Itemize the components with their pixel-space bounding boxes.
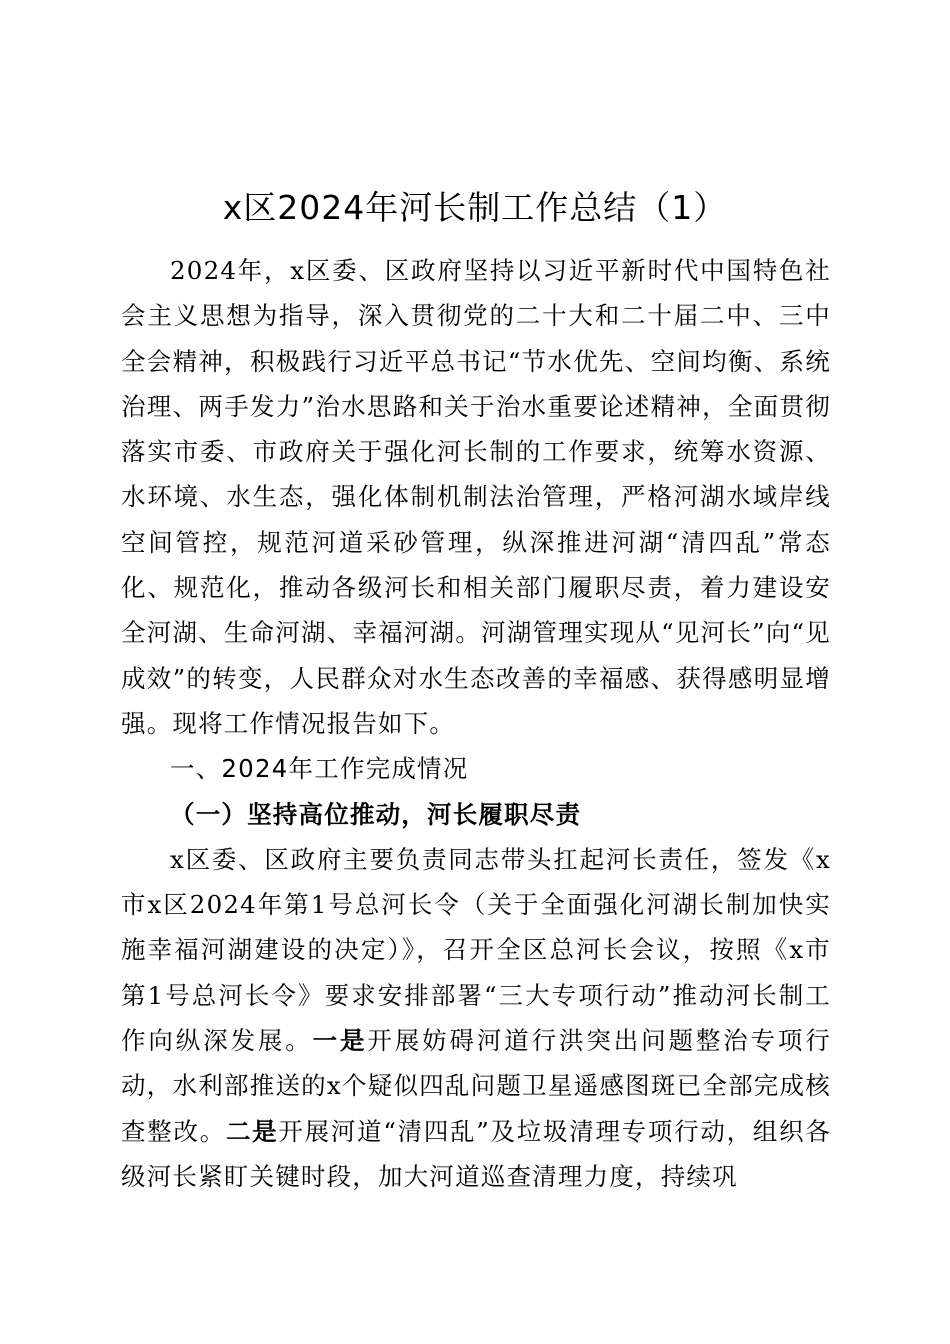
sub1-text-part2: 开展妨碍河道行洪突出问题整治专项行动，水利部推送的x个疑似四乱问题卫星遥感图斑已全部完成核查整改。 — [121, 1026, 831, 1146]
section-heading-1: 一、2024年工作完成情况 — [170, 754, 469, 784]
document-title: x区2024年河长制工作总结（1） — [222, 188, 728, 227]
document-body — [121, 248, 831, 1199]
sub1-lead-2: 二是 — [225, 1116, 279, 1146]
subsection-1-paragraph — [121, 837, 831, 1199]
sub1-lead-1: 一是 — [312, 1026, 368, 1056]
sub1-text-part1: x区委、区政府主要负责同志带头扛起河长责任，签发《x市x区2024年第1号总河长令（关于全面强化河湖长制加快实施幸福河湖建设的决定）》，召开全区总河长会议，按照《x市第1号总河长令》要求安排部署“三大专项行动”推动河长制工作向纵深发展。 — [121, 844, 831, 1056]
subsection-heading-1: （一）坚持高位推动，河长履职尽责 — [170, 799, 582, 829]
intro-paragraph: 2024年，x区委、区政府坚持以习近平新时代中国特色社会主义思想为指导，深入贯彻党的二十大和二十届二中、三中全会精神，积极践行习近平总书记“节水优先、空间均衡、系统治理、两手发力”治水思路和关于治水重要论述精神，全面贯彻落实市委、市政府关于强化河长制的工作要求，统筹水资源、水环境、水生态，强化体制机制法治管理，严格河湖水域岸线空间管控，规范河道采砂管理，纵深推进河湖“清四乱”常态化、规范化，推动各级河长和相关部门履职尽责，着力建设安全河湖、生命河湖、幸福河湖。河湖管理实现从“见河长”向“见成效”的转变，人民群众对水生态改善的幸福感、获得感明显增强。现将工作情况报告如下。 — [121, 256, 831, 738]
sub1-text-part3: 开展河道“清四乱”及垃圾清理专项行动，组织各级河长紧盯关键时段，加大河道巡查清理力度，持续巩 — [121, 1116, 831, 1191]
